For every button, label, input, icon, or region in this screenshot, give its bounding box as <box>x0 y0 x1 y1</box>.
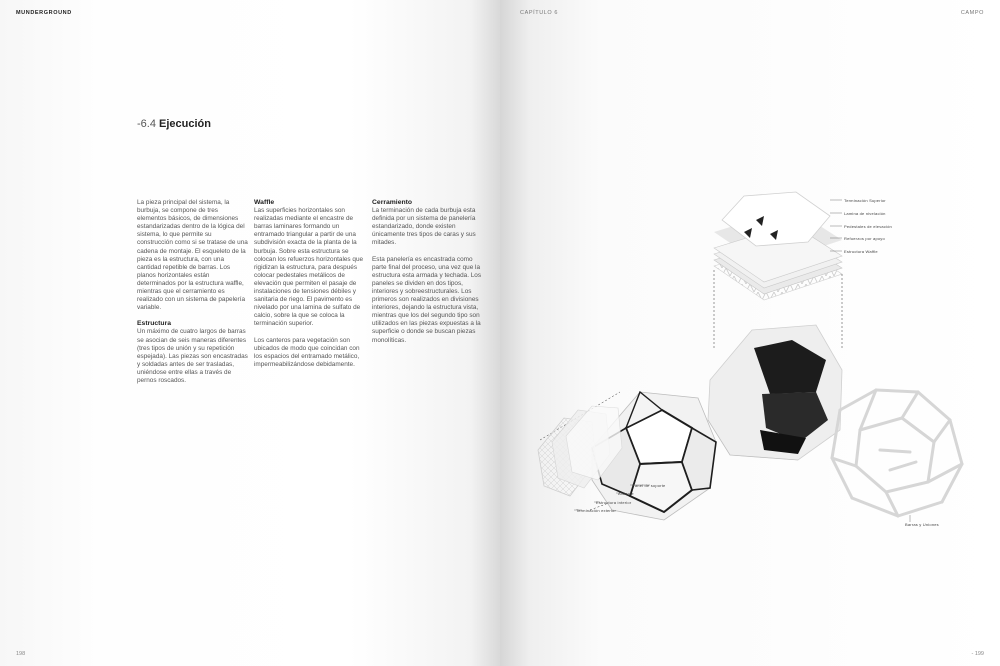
label-lamina-nivelacion: Lamina de nivelación <box>844 211 886 216</box>
waffle-paragraph-2: Los canteros para vegetación son ubicados de modo que coincidan con los espacios del entramado metálico, impermeabilizándose debidamente. <box>254 336 360 368</box>
section-number: -6.4 <box>137 118 156 130</box>
section-heading <box>137 118 211 130</box>
waffle-paragraph-1: Las superficies horizontales son realizadas mediante el encastre de barras laminares formando un entramado triangular a partir de una subdivisión exacta de la planta de la burbuja. Sobre esta estructura se colocan los refuerzos horizontales que rigidizan la estructura, para después colocar pedestales metálicos de elevación que permiten el pasaje de instalaciones de tensiones débiles y sanitaria de riego. El pavimento es nivelado por una lamina de sulfato de calcio, sobre la que se coloca la terminación superior. <box>254 207 364 328</box>
intro-paragraph: La pieza principal del sistema, la burbuja, se compone de tres elementos básicos, de dimensiones estandarizadas dentro de la lógica del sistema, lo que permite su construcción como si se tratase de una cadena de montaje. El esqueleto de la pieza es la estructura, con una cantidad repetible de barras. Los planos horizontales están determinados por la estructura waffle, mientras que el cerramiento es realizado con un sistema de papelería variable. <box>137 199 248 312</box>
cerramiento-paragraph-2: Esta panelería es encastrada como parte final del proceso, una vez que la estructura esta armada y techada. Los paneles se dividen en dos tipos, interiores y sobreestructurales. Los primeros son realizados en divisiones interiores, dejando la estructura vista, mientras que los del segundo tipo son utilizados en las piezas expuestas a la superficie o donde se buscan piezas monolíticas. <box>372 255 482 344</box>
text-column-intro <box>137 199 249 393</box>
running-head-section: CAMPO <box>960 10 984 16</box>
page-number-left: 198 <box>16 651 26 657</box>
label-pedestales-elevacion: Pedestales de elevación <box>844 224 892 229</box>
waffle-heading: Waffle <box>254 199 275 206</box>
label-barras-uniones: Barras y Uniones <box>905 522 939 527</box>
text-column-cerramiento <box>372 199 484 353</box>
label-terminacion-superior: Terminación Superior <box>844 198 886 203</box>
cerramiento-heading: Cerramiento <box>372 199 413 206</box>
bubble-back <box>708 325 842 460</box>
exploded-axonometric-illustration <box>530 180 980 560</box>
label-estructura-interior: Estructura interior <box>596 500 632 505</box>
section-title: Ejecución <box>159 118 211 130</box>
label-estructura-waffle: Estructura Waffle <box>844 249 878 254</box>
label-refuerzos-por-apoyo: Refuerzos por apoyo <box>844 236 885 241</box>
waffle-layer-stack <box>714 192 842 300</box>
running-head-chapter: CAPÍTULO 6 <box>520 10 559 16</box>
running-head-brand: MUNDERGROUND <box>16 10 72 16</box>
label-terminacion-exterior: Terminación exterior <box>576 508 617 513</box>
bar-frame <box>832 390 962 516</box>
estructura-heading: Estructura <box>137 320 171 328</box>
text-column-waffle <box>254 199 366 377</box>
label-aislante: Aislante <box>618 491 634 496</box>
page-number-right: - 199 <box>971 651 984 657</box>
label-panel-soporte: Panel de soporte <box>632 483 666 488</box>
cerramiento-paragraph-1: La terminación de cada burbuja esta definida por un sistema de panelería estandarizado, donde existen únicamente tres tipos de caras y sus mitades. <box>372 207 476 247</box>
estructura-paragraph: Un máximo de cuatro largos de barras se asocian de seis maneras diferentes (tres tipos de unión y su repetición espejada). Las piezas son encastradas y soldadas antes de ser trasladas, uniéndose entre ellas a través de pernos roscados. <box>137 328 248 384</box>
